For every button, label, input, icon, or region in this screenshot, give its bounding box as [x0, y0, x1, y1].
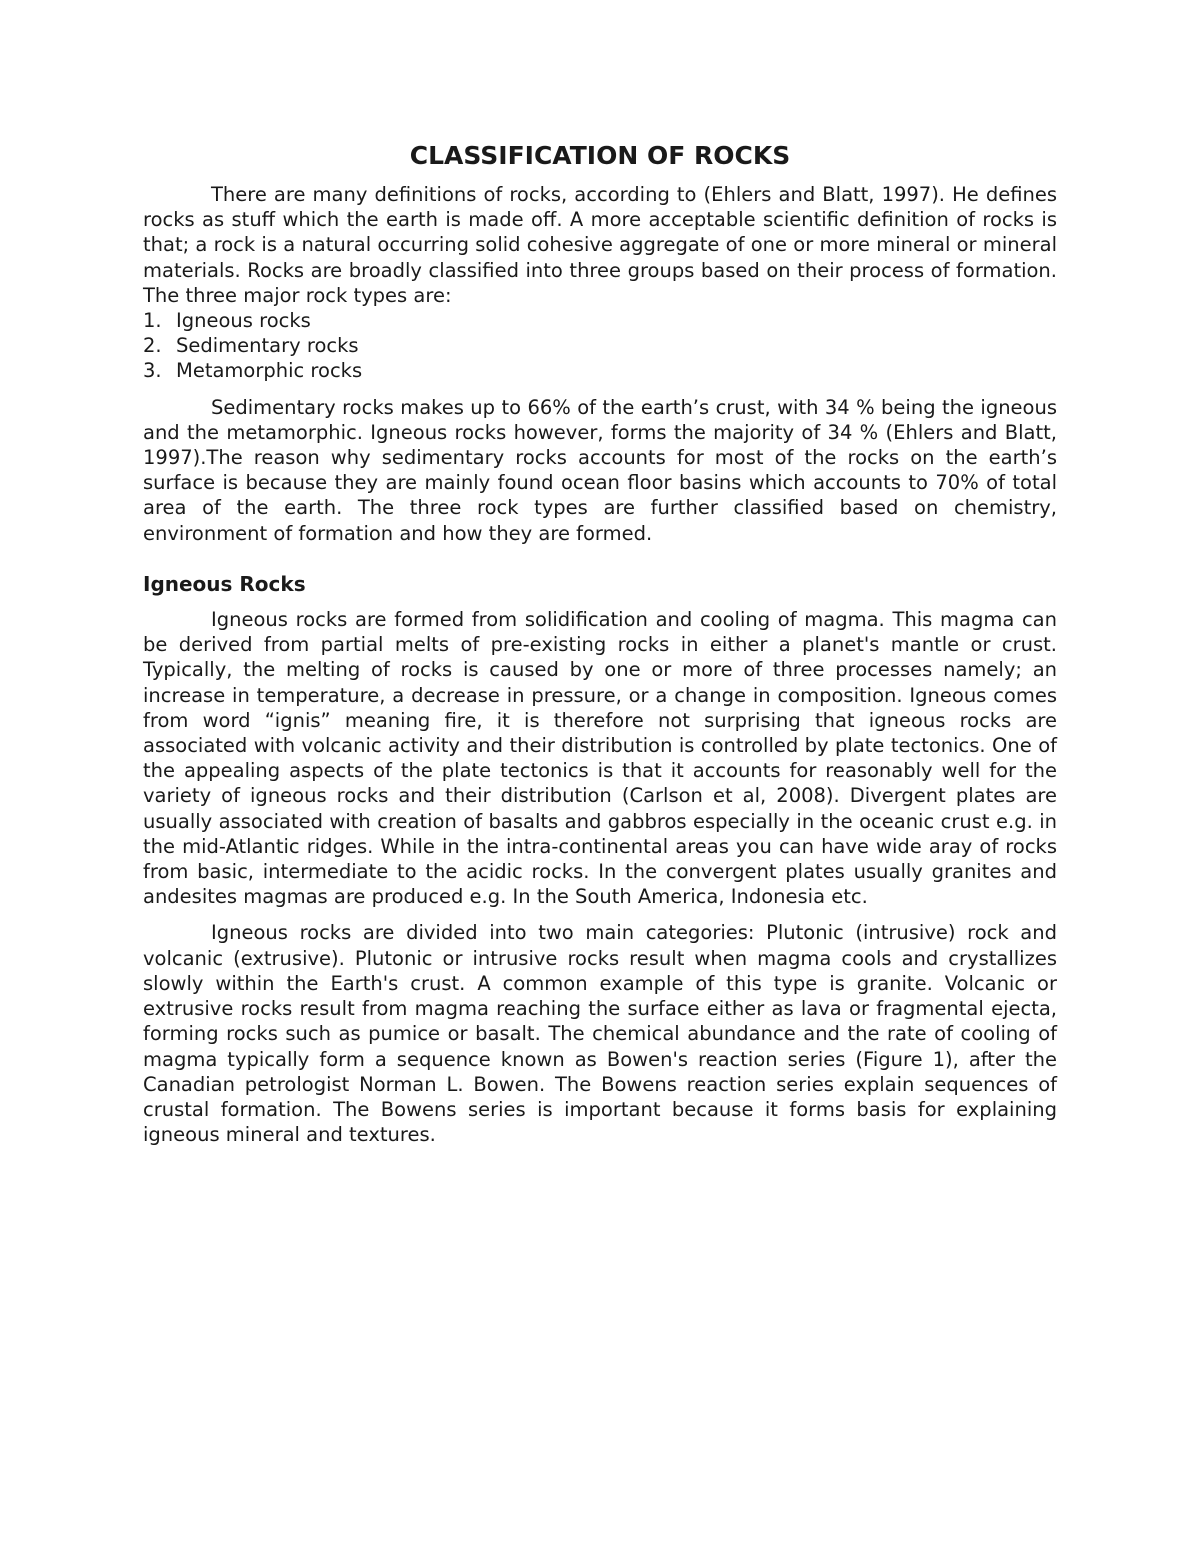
sedimentary-paragraph: Sedimentary rocks makes up to 66% of the earth’s crust, with 34 % being the igneous and the metamorphic. Igneous rocks however, forms the majority of 34 % (Ehlers and Blatt, 1997).The reason why sedimentary rocks accounts for most of the rocks on the earth’s surface is because they are mainly found ocean floor basins which accounts to 70% of total area of the earth. The three rock types are further classified based on chemistry, environment of formation and how they are formed.	[143, 395, 1057, 545]
list-item-label: Igneous rocks	[176, 309, 311, 333]
list-item-label: Metamorphic rocks	[176, 359, 363, 383]
list-item	[143, 333, 1057, 358]
igneous-heading: Igneous Rocks	[143, 571, 306, 596]
list-item-label: Sedimentary rocks	[176, 334, 359, 358]
igneous-paragraph-2: Igneous rocks are divided into two main categories: Plutonic (intrusive) rock and volcanic (extrusive). Plutonic or intrusive rocks result when magma cools and crystallizes slowly within the Earth's crust. A common example of this type is granite. Volcanic or extrusive rocks result from magma reaching the surface either as lava or fragmental ejecta, forming rocks such as pumice or basalt. The chemical abundance and the rate of cooling of magma typically form a sequence known as Bowen's reaction series (Figure 1), after the Canadian petrologist Norman L. Bowen. The Bowens reaction series explain sequences of crustal formation. The Bowens series is important because it forms basis for explaining igneous mineral and textures.	[143, 921, 1057, 1147]
document-page	[143, 138, 1057, 1147]
list-item-number: 3.	[143, 359, 162, 383]
document-title: CLASSIFICATION OF ROCKS	[409, 141, 791, 170]
list-item-number: 2.	[143, 334, 162, 358]
list-item	[143, 308, 1057, 333]
igneous-paragraph-1: Igneous rocks are formed from solidification and cooling of magma. This magma can be derived from partial melts of pre-existing rocks in either a planet's mantle or crust. Typically, the melting of rocks is caused by one or more of three processes namely; an increase in temperature, a decrease in pressure, or a change in composition. Igneous comes from word “ignis” meaning fire, it is therefore not surprising that igneous rocks are associated with volcanic activity and their distribution is controlled by plate tectonics. One of the appealing aspects of the plate tectonics is that it accounts for reasonably well for the variety of igneous rocks and their distribution (Carlson et al, 2008). Divergent plates are usually associated with creation of basalts and gabbros especially in the oceanic crust e.g. in the mid-Atlantic ridges. While in the intra-continental areas you can have wide aray of rocks from basic, intermediate to the acidic rocks. In the convergent plates usually granites and andesites magmas are produced e.g. In the South America, Indonesia etc.	[143, 608, 1057, 909]
list-item-number: 1.	[143, 309, 162, 333]
intro-paragraph: There are many definitions of rocks, according to (Ehlers and Blatt, 1997). He defines rocks as stuff which the earth is made off. A more acceptable scientific definition of rocks is that; a rock is a natural occurring solid cohesive aggregate of one or more mineral or mineral materials. Rocks are broadly classified into three groups based on their process of formation. The three major rock types are:	[143, 183, 1057, 307]
list-item	[143, 358, 1057, 383]
rock-types-list	[143, 308, 1057, 384]
